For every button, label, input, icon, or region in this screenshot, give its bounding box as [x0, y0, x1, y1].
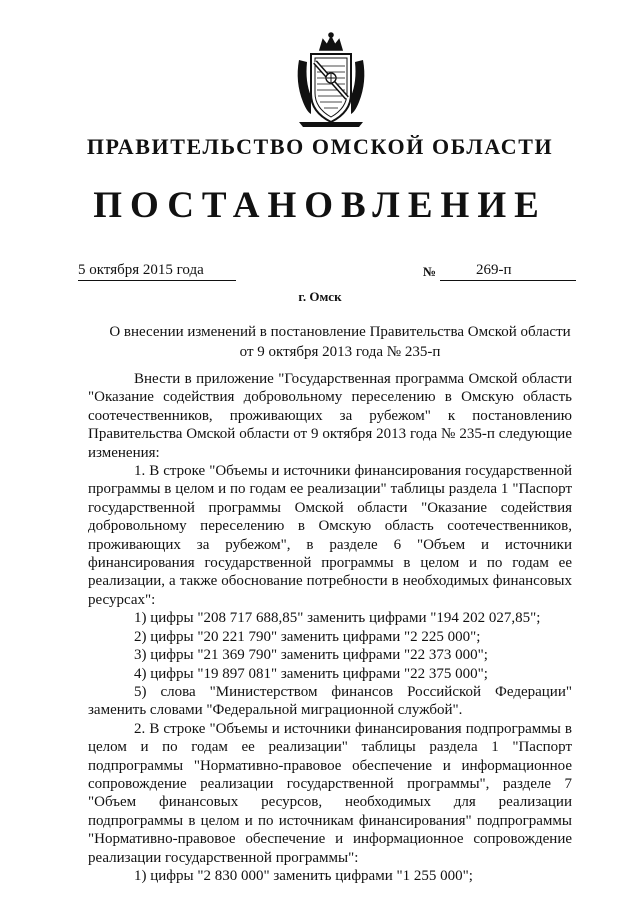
body-paragraph: 1) цифры "208 717 688,85" заменить цифрами "194 202 027,85"; [134, 610, 541, 627]
number-label: № [423, 264, 437, 279]
body-paragraph: 2. В строке "Объемы и источники финансирования подпрограммы в целом и по годам ее реализации" таблицы раздела 1 "Паспорт подпрограммы "Нормативно-правовое обеспечение и информационное сопровождение реализации государственной программы", разделе 7 "Объем финансовых ресурсов, необходимых для реализации подпрограммы в целом и по источникам финансирования" подпрограммы "Нормативно-правовое обеспечение и информационное сопровождение реализации государственной программы": [88, 720, 572, 866]
body-paragraph: 3) цифры "21 369 790" заменить цифрами "22 373 000"; [134, 647, 488, 664]
document-type-title: ПОСТАНОВЛЕНИЕ [93, 185, 547, 226]
body-paragraph: 1. В строке "Объемы и источники финансирования государственной программы в целом и по годам ее реализации" таблицы раздела 1 "Паспорт государственной программы Омской области "Оказание содействия добровольному переселению в Омскую область соотечественников, проживающих за рубежом", в разделе 6 "Объем и источники финансирования государственной программы в целом и по годам ее реализации, а также обоснование потребности в необходимых финансовых ресурсах": [88, 463, 572, 608]
subject-line: от 9 октября 2013 года № 235-п [239, 344, 441, 360]
body-paragraph: 5) слова "Министерством финансов Российской Федерации" заменить словами "Федеральной миграционной службой". [88, 683, 572, 719]
decree-number: 269-п [440, 262, 576, 281]
decree-body [88, 370, 572, 885]
body-paragraph: 2) цифры "20 221 790" заменить цифрами "2 225 000"; [134, 628, 481, 645]
decree-subject [100, 322, 580, 362]
body-paragraph: 4) цифры "19 897 081" заменить цифрами "22 375 000"; [134, 665, 488, 682]
city-name: г. Омск [298, 289, 342, 304]
decree-date: 5 октября 2015 года [78, 262, 236, 281]
body-paragraph: Внести в приложение "Государственная программа Омской области "Оказание содействия добровольному переселению в Омскую область соотечественников, проживающих за рубежом" к постановлению Правительства Омской области от 9 октября 2013 года № 235-п следующие изменения: [88, 371, 572, 461]
government-name: ПРАВИТЕЛЬСТВО ОМСКОЙ ОБЛАСТИ [86, 134, 554, 159]
subject-line: О внесении изменений в постановление Правительства Омской области [109, 324, 571, 340]
omsk-coat-of-arms-icon [293, 32, 369, 128]
body-paragraph: 1) цифры "2 830 000" заменить цифрами "1 255 000"; [134, 867, 473, 884]
